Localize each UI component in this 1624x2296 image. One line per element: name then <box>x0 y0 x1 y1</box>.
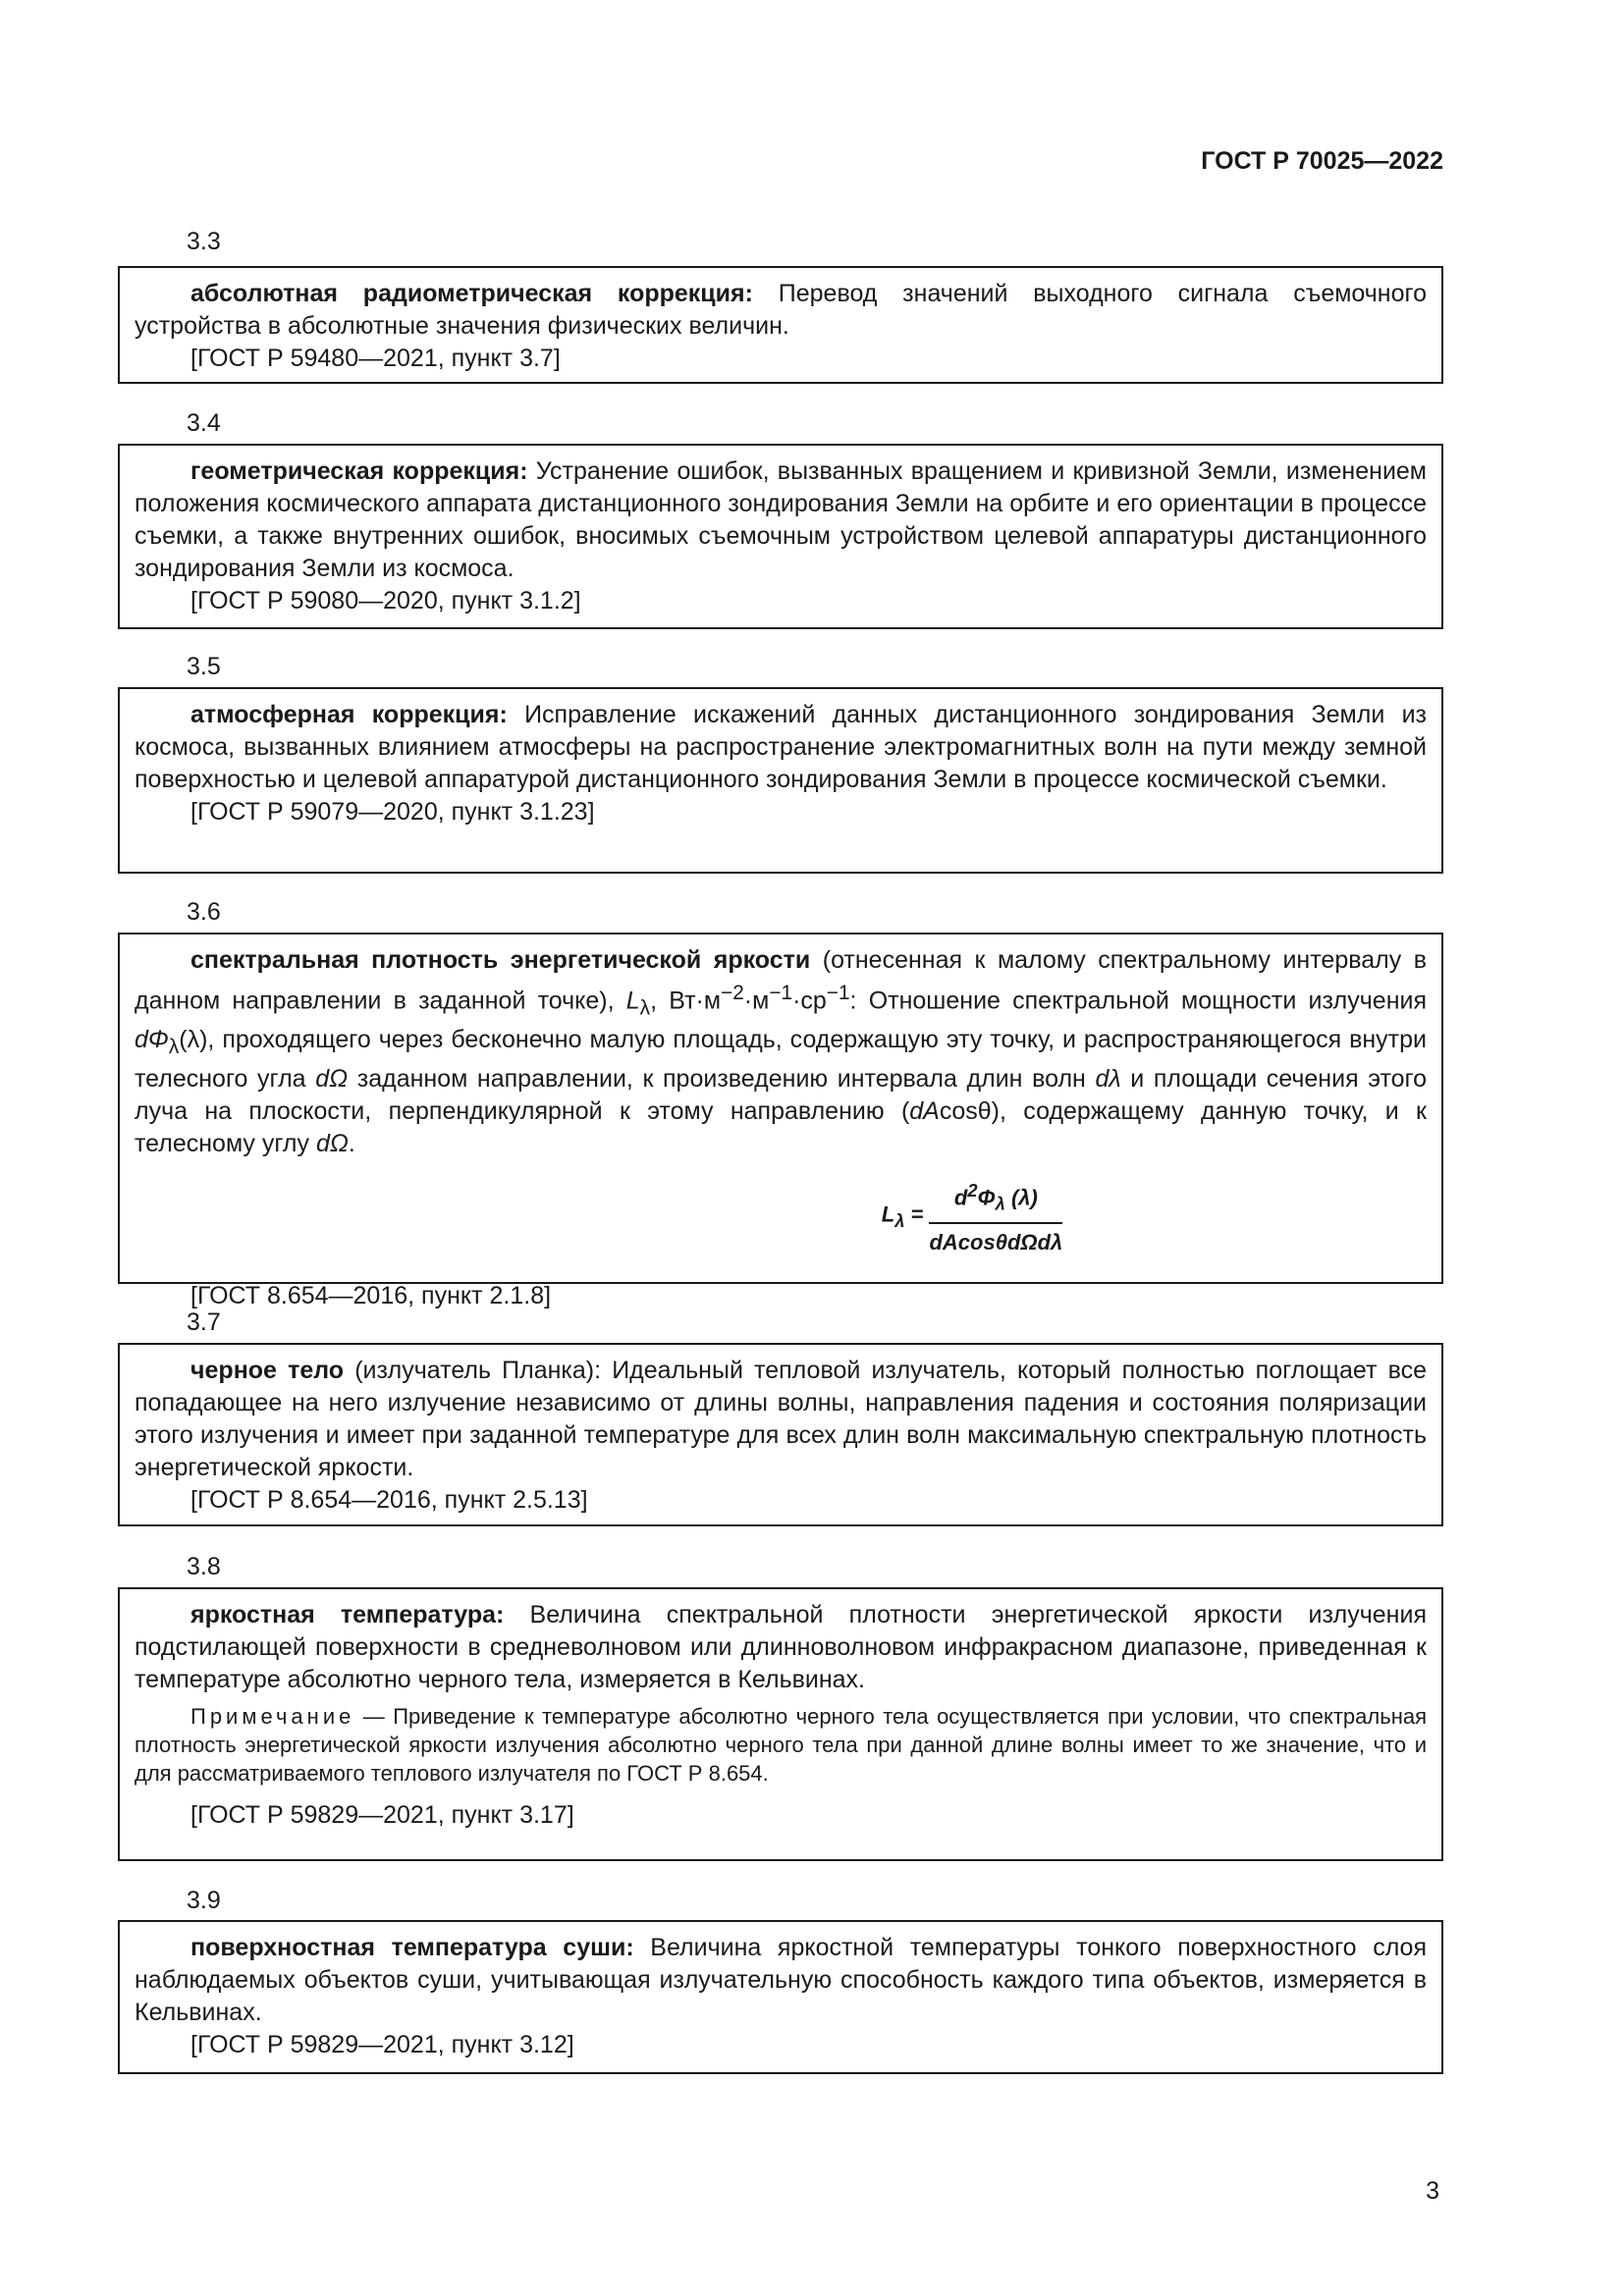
term-box <box>118 1587 1443 1861</box>
definition-text: Величина спектральной плотности энергетической яркости излучения подстилающей поверхности в средневолновом или длинноволновом инфракрасном диапазоне, приведенная к температуре абсолютно черного тела, измеряется в Кельвинах. <box>135 1601 1427 1693</box>
definition <box>135 455 1427 585</box>
definition-text: Перевод значений выходного сигнала съемочного устройства в абсолютные значения физических величин. <box>135 280 1427 340</box>
formula-numerator: $d^2\Phi_\lambda$ (λ) <box>929 1174 1062 1224</box>
definition <box>135 278 1427 343</box>
definition <box>135 1355 1427 1484</box>
term: геометрическая коррекция: <box>190 457 528 485</box>
term: поверхностная температура суши: <box>190 1934 634 1961</box>
term: спектральная плотность энергетической яркости <box>190 946 811 974</box>
note <box>135 1702 1427 1788</box>
definition-text: Величина яркостной температуры тонкого поверхностного слоя наблюдаемых объектов суши, учитывающая излучательную способность каждого типа объектов, измеряется в Кельвинах. <box>135 1934 1428 2026</box>
definition <box>135 699 1427 796</box>
note-text: — Приведение к температуре абсолютно черного тела осуществляется при условии, что спектральная плотность энергетической яркости излучения абсолютно черного тела при данной длине волны имеет то же значение, что и для рассматриваемого теплового излучателя по ГОСТ Р 8.654. <box>135 1704 1427 1786</box>
source-reference: [ГОСТ Р 59079—2020, пункт 3.1.23] <box>190 798 595 826</box>
term-box <box>118 266 1443 384</box>
radiance-formula: $L_\lambda$ = $\frac{d^2\Phi_\lambda (\lambda)}{\text{dAcosθdΩdλ}}$ <box>135 1160 1427 1280</box>
note-label: Примечание <box>190 1704 355 1729</box>
term: яркостная температура: <box>190 1601 505 1629</box>
entry-number: 3.9 <box>187 1887 221 1914</box>
source-reference: [ГОСТ Р 8.654—2016, пункт 2.5.13] <box>190 1486 588 1514</box>
definition <box>135 1599 1427 1696</box>
source-reference: [ГОСТ Р 59080—2020, пункт 3.1.2] <box>190 587 581 614</box>
source-reference: [ГОСТ 8.654—2016, пункт 2.1.8] <box>190 1282 552 1310</box>
document-header: ГОСТ Р 70025—2022 <box>1201 147 1443 175</box>
entry-number: 3.8 <box>187 1553 221 1580</box>
entry-number: 3.6 <box>187 898 221 926</box>
term-box <box>118 687 1443 874</box>
source-reference: [ГОСТ Р 59829—2021, пункт 3.17] <box>190 1801 574 1829</box>
formula-denominator: dAcosθdΩdλ <box>929 1230 1063 1255</box>
entry-number: 3.3 <box>187 228 221 255</box>
term: атмосферная коррекция: <box>190 701 508 728</box>
definition: спектральная плотность энергетической яркости (отнесенная к малому спектральному интервалу в данном направлении в заданной точке), $L_\lambda$, $Вт\cdot м^{-2}\cdot м^{-1}\cdot ср^{-1}$: Отношение спектральной мощности излучения $d\Phi_\lambda(\lambda)$, проходящего через бесконечно малую площадь, содержащую эту точку, и распространяющегося внутри телесного угла dΩ заданном направлении, к произведению интервала длин волн dλ и площади сечения этого луча на плоскости, перпендикулярной к этому направлению (dAcosθ), содержащему данную точку, и к телесному углу dΩ. <box>135 946 1427 1158</box>
term-box <box>118 1920 1443 2074</box>
entry-number: 3.5 <box>187 653 221 680</box>
term-box <box>118 1343 1443 1526</box>
definition-text: Устранение ошибок, вызванных вращением и кривизной Земли, изменением положения космического аппарата дистанционного зондирования Земли на орбите и его ориентации в процессе съемки, а также внутренних ошибок, вносимых съемочным устройством целевой аппаратуры дистанционного зондирования Земли из космоса. <box>135 457 1427 582</box>
term-box <box>118 444 1443 629</box>
source-reference: [ГОСТ Р 59829—2021, пункт 3.12] <box>190 2031 574 2058</box>
entry-number: 3.4 <box>187 409 221 437</box>
term-box <box>118 933 1443 1310</box>
term: абсолютная радиометрическая коррекция: <box>190 280 753 307</box>
source-reference: [ГОСТ Р 59480—2021, пункт 3.7] <box>190 345 561 372</box>
definition-text: (излучатель Планка): Идеальный тепловой излучатель, который полностью поглощает все попадающее на него излучение независимо от длины волны, направления падения и состояния поляризации этого излучения и имеет при заданной температуре для всех длин волн максимальную спектральную плотность энергетической яркости. <box>135 1357 1427 1481</box>
formula-fraction <box>929 1174 1062 1258</box>
page-number: 3 <box>1426 2177 1439 2205</box>
definition <box>135 1932 1427 2029</box>
term: черное тело <box>190 1357 345 1384</box>
definition-text: Исправление искажений данных дистанционного зондирования Земли из космоса, вызванных влиянием атмосферы на распространение электромагнитных волн на пути между земной поверхностью и целевой аппаратурой дистанционного зондирования Земли в процессе космической съемки. <box>135 701 1427 793</box>
entry-number: 3.7 <box>187 1308 221 1336</box>
